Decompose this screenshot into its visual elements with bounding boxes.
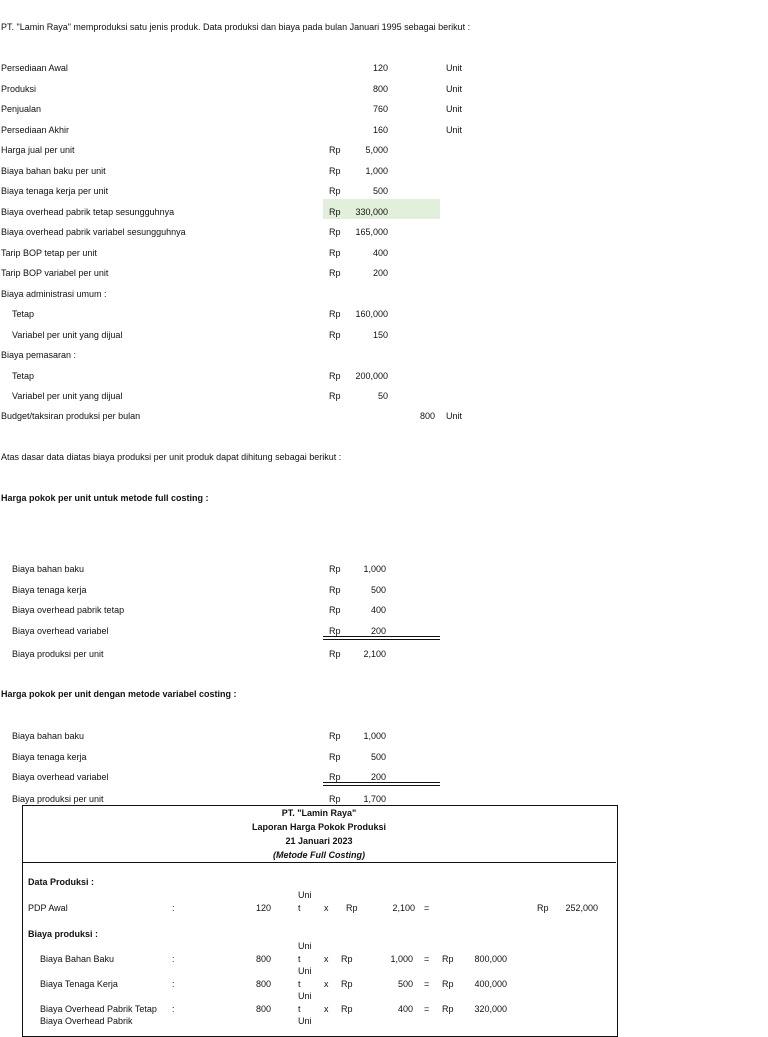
report-row-equals: =	[424, 979, 430, 989]
report-data-produksi: Data Produksi :	[28, 877, 95, 887]
data-row-value: 120	[372, 63, 388, 73]
data-row-rp: Rp	[329, 268, 341, 278]
fc-underline-1	[323, 636, 440, 637]
data-row-value: 160,000	[355, 309, 388, 319]
data-row-unit: Unit	[446, 83, 463, 94]
report-row-rp: Rp	[341, 954, 353, 964]
report-row-rp2: Rp	[442, 1004, 454, 1014]
data-row-label: Penjualan	[1, 104, 42, 114]
report-row-times: x	[324, 954, 329, 964]
vc-row-rp: Rp	[329, 751, 341, 762]
report-row-price: 500	[397, 979, 413, 989]
data-row-label: Biaya overhead pabrik tetap sesungguhnya	[1, 206, 175, 217]
data-row-rp: Rp	[329, 309, 341, 319]
data-row-unit: Unit	[446, 104, 463, 114]
data-row-value: 160	[372, 124, 388, 135]
data-row-label: Tarip BOP tetap per unit	[1, 247, 97, 258]
row-unit-top: Uni	[298, 890, 312, 900]
data-row-value: 1,000	[365, 165, 388, 176]
fc-row-value: 400	[370, 605, 386, 615]
data-row-value: 800	[372, 83, 388, 94]
data-row-rp: Rp	[329, 186, 341, 196]
row-unit-bottom: t	[298, 903, 301, 913]
report-row-rp: Rp	[341, 1004, 353, 1014]
data-row-rp: Rp	[329, 391, 341, 401]
data-row-value: 50	[377, 391, 388, 401]
data-row-value: 5,000	[365, 145, 388, 155]
report-row-unit-top: Uni	[298, 991, 312, 1001]
report-row-times: x	[324, 979, 329, 989]
report-method: (Metode Full Costing)	[273, 850, 365, 860]
report-row-total: 320,000	[474, 1004, 507, 1014]
fc-total-value: 2,100	[363, 649, 386, 659]
data-row-label: Tetap	[12, 370, 35, 381]
fc-row-value: 1,000	[363, 564, 386, 574]
fc-row-rp: Rp	[329, 605, 341, 615]
data-row-unit: Unit	[446, 63, 463, 73]
report-row-colon: :	[172, 1004, 175, 1014]
last-row-unit-top: Uni	[298, 1016, 312, 1026]
report-row-label: Biaya Bahan Baku	[40, 954, 115, 964]
fc-row-label: Biaya bahan baku	[12, 564, 85, 574]
intro-text: PT. "Lamin Raya" memproduksi satu jenis produk. Data produksi dan biaya pada bulan Januari 1995 sebagai berikut :	[1, 22, 471, 32]
data-row-rp: Rp	[329, 145, 341, 155]
row-colon: :	[172, 903, 175, 913]
report-row-price: 400	[397, 1004, 413, 1014]
vc-total-rp: Rp	[329, 794, 341, 804]
data-row-value: 760	[372, 104, 388, 114]
report-row-qty: 800	[256, 954, 272, 964]
report-biaya-produksi: Biaya produksi :	[28, 929, 99, 939]
report-row-qty: 800	[256, 979, 272, 989]
report-date: 21 Januari 2023	[285, 836, 353, 846]
report-row-times: x	[324, 1004, 329, 1014]
report-row-rp2: Rp	[442, 979, 454, 989]
data-row-label: Biaya pemasaran :	[1, 350, 77, 360]
full-costing-title: Harga pokok per unit untuk metode full costing :	[1, 493, 209, 503]
vc-underline-2	[323, 785, 440, 786]
row-qty: 120	[256, 903, 272, 913]
report-row-unit-top: Uni	[298, 966, 312, 976]
report-header-divider	[22, 862, 616, 863]
report-row-rp: Rp	[341, 979, 353, 989]
fc-total-label: Biaya produksi per unit	[12, 649, 104, 659]
vc-row-value: 500	[370, 751, 386, 762]
data-row-label: Persediaan Awal	[1, 63, 68, 73]
row-label: PDP Awal	[28, 903, 68, 913]
data-row-value: 165,000	[355, 227, 388, 237]
last-row-label: Biaya Overhead Pabrik	[40, 1016, 133, 1026]
fc-row-label: Biaya overhead variabel	[12, 625, 109, 636]
data-row-label: Harga jual per unit	[1, 145, 75, 155]
atas-dasar-text: Atas dasar data diatas biaya produksi per unit produk dapat dihitung sebagai berikut :	[1, 452, 342, 462]
data-row-value: 500	[372, 186, 388, 196]
report-row-colon: :	[172, 979, 175, 989]
data-row-rp: Rp	[329, 370, 341, 381]
report-title: Laporan Harga Pokok Produksi	[251, 822, 387, 832]
data-row-rp: Rp	[329, 165, 341, 176]
data-row-label: Tarip BOP variabel per unit	[1, 268, 109, 278]
vc-row-label: Biaya overhead variabel	[12, 772, 109, 782]
budget-label: Budget/taksiran produksi per bulan	[1, 411, 141, 421]
report-row-label: Biaya Overhead Pabrik Tetap	[40, 1004, 157, 1014]
vc-total-value: 1,700	[363, 794, 386, 804]
fc-row-rp: Rp	[329, 625, 341, 636]
vc-row-value: 1,000	[363, 731, 386, 741]
vc-total-label: Biaya produksi per unit	[12, 794, 104, 804]
data-row-label: Persediaan Akhir	[1, 124, 70, 135]
report-row-total: 400,000	[474, 979, 507, 989]
vc-row-label: Biaya bahan baku	[12, 731, 85, 741]
report-company: PT. "Lamin Raya"	[281, 808, 357, 818]
data-row-label: Variabel per unit yang dijual	[12, 391, 123, 401]
row-rp2: Rp	[537, 903, 549, 913]
data-row-value: 150	[372, 329, 388, 340]
row-times: x	[324, 903, 329, 913]
fc-row-value: 200	[370, 625, 386, 636]
report-row-price: 1,000	[390, 954, 413, 964]
data-row-label: Biaya tenaga kerja per unit	[1, 186, 109, 196]
data-row-rp: Rp	[329, 227, 341, 237]
data-row-label: Biaya administrasi umum :	[1, 288, 107, 299]
fc-row-label: Biaya tenaga kerja	[12, 584, 87, 595]
fc-row-label: Biaya overhead pabrik tetap	[12, 605, 125, 615]
data-row-rp: Rp	[329, 206, 341, 217]
fc-row-value: 500	[370, 584, 386, 595]
data-row-label: Tetap	[12, 309, 35, 319]
data-row-unit: Unit	[446, 124, 463, 135]
report-row-unit-bottom: t	[298, 1004, 301, 1014]
report-row-unit-top: Uni	[298, 941, 312, 951]
fc-row-rp: Rp	[329, 584, 341, 595]
fc-underline-2	[323, 639, 440, 640]
data-row-value: 200	[372, 268, 388, 278]
vc-row-rp: Rp	[329, 772, 341, 782]
vc-row-rp: Rp	[329, 731, 341, 741]
variable-costing-title: Harga pokok per unit dengan metode variabel costing :	[1, 689, 237, 699]
data-row-label: Biaya overhead pabrik variabel sesungguhnya	[1, 227, 186, 237]
fc-total-rp: Rp	[329, 649, 341, 659]
row-total: 252,000	[565, 903, 598, 913]
vc-row-value: 200	[370, 772, 386, 782]
data-row-rp: Rp	[329, 329, 341, 340]
report-row-unit-bottom: t	[298, 954, 301, 964]
report-row-colon: :	[172, 954, 175, 964]
data-row-value: 200,000	[355, 370, 388, 381]
report-row-total: 800,000	[474, 954, 507, 964]
data-row-rp: Rp	[329, 247, 341, 258]
budget-unit: Unit	[446, 411, 463, 421]
data-row-label: Variabel per unit yang dijual	[12, 329, 123, 340]
report-row-label: Biaya Tenaga Kerja	[40, 979, 118, 989]
report-row-equals: =	[424, 1004, 430, 1014]
row-price: 2,100	[392, 903, 415, 913]
data-row-label: Produksi	[1, 83, 37, 94]
report-row-equals: =	[424, 954, 430, 964]
row-equals: =	[424, 903, 430, 913]
row-rp: Rp	[346, 903, 358, 913]
report-row-unit-bottom: t	[298, 979, 301, 989]
data-row-label: Biaya bahan baku per unit	[1, 165, 106, 176]
report-row-qty: 800	[256, 1004, 272, 1014]
data-row-value: 400	[372, 247, 388, 258]
fc-row-rp: Rp	[329, 564, 341, 574]
data-row-value: 330,000	[355, 206, 388, 217]
vc-row-label: Biaya tenaga kerja	[12, 751, 87, 762]
vc-underline-1	[323, 782, 440, 783]
budget-value: 800	[419, 411, 435, 421]
report-row-rp2: Rp	[442, 954, 454, 964]
